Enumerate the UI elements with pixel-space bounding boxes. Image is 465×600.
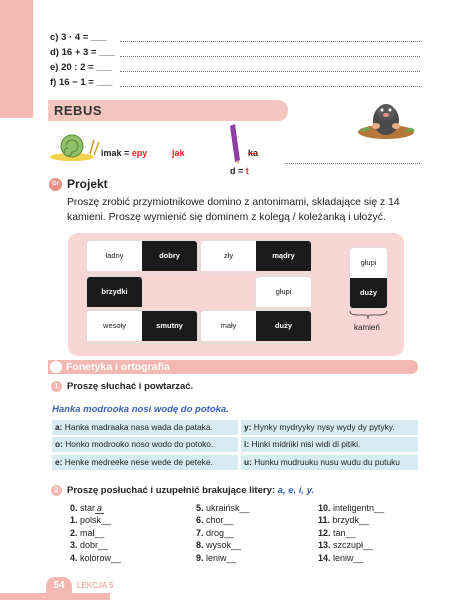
pencil-icon — [227, 124, 241, 164]
answer-line — [120, 71, 420, 72]
lesson-label: LEKCJA 5 — [77, 581, 114, 590]
sentence-o: o: Honko modrooko noso wodo do potoko. — [52, 437, 238, 452]
word-column-3 — [318, 502, 384, 564]
left-color-strip — [0, 0, 33, 118]
exercise-1-title: Proszę słuchać i powtarzać. — [67, 381, 194, 392]
word-item: 1. polsk__ — [70, 515, 112, 526]
mole-icon — [355, 94, 417, 140]
word-item: 6. chor__ — [196, 515, 234, 526]
sentence-u: u: Hunku mudruuku nusu wudu du putuku — [241, 455, 418, 470]
word-item: 7. drog__ — [196, 527, 235, 538]
rebus-red-word: jak — [172, 148, 185, 158]
sentence-y: y: Hynky mydryyky nysy wydy dy pytyky. — [241, 420, 418, 435]
domino-half: mały — [201, 311, 256, 341]
domino-tile-6 — [201, 311, 311, 343]
word-column-2 — [196, 502, 250, 564]
domino-half: wesoły — [87, 311, 142, 341]
domino-tile-3 — [87, 277, 142, 309]
word-item: 0. star a — [70, 503, 103, 513]
word-item: 11. brzydk__ — [318, 515, 370, 526]
rebus-crossed-word: ka — [248, 148, 259, 158]
math-row-d: d) 16 + 3 = ___ — [50, 47, 115, 58]
brace-icon — [348, 310, 389, 320]
word-item: 12. tan__ — [318, 527, 356, 538]
domino-half: głupi — [350, 248, 387, 278]
answer-line — [120, 41, 420, 42]
math-row-f: f) 16 − 1 = ___ — [50, 77, 113, 88]
domino-half: brzydki — [87, 277, 142, 307]
domino-half: mądry — [256, 241, 311, 271]
word-item: 4. kolorow__ — [70, 552, 122, 563]
word-item: 13. szczupł__ — [318, 540, 374, 551]
domino-tile-1 — [87, 241, 197, 273]
domino-half: smutny — [142, 311, 197, 341]
sentence-i: i: Hinki midriiki nisi widi di pitiki. — [241, 437, 418, 452]
domino-tile-5 — [87, 311, 197, 343]
word-item: 3. dobr__ — [70, 540, 109, 551]
exercise-number-badge: 2 — [51, 485, 62, 496]
exercise-2-title: Proszę posłuchać i uzupełnić brakujące litery: a, e, i, y. — [67, 485, 315, 496]
domino-tile-2 — [201, 241, 311, 273]
domino-half: duży — [256, 311, 311, 341]
sentence-a: a: Hanka madraaka nasa wada da pataka. — [52, 420, 238, 435]
rebus-equation-2: d = t — [230, 166, 249, 176]
sentence-e: e: Henke medreeke nese wede de peteke. — [52, 455, 238, 470]
exercise-number-badge: 1 — [51, 381, 62, 392]
answer-line — [120, 86, 420, 87]
domino-half: ładny — [87, 241, 142, 271]
rebus-title: REBUS — [54, 103, 103, 118]
group-work-icon: Gr — [49, 178, 62, 191]
domino-tile-4 — [256, 277, 311, 309]
word-item: 8. wysok__ — [196, 540, 242, 551]
projekt-title: Projekt — [67, 177, 108, 191]
projekt-instructions: Proszę zrobić przymiotnikowe domino z antonimami, składające się z 14 kamieni. Proszę wymienić się dominem z kolegą / koleżanką i ułożyć. — [67, 197, 400, 223]
domino-half: głupi — [256, 277, 311, 307]
word-item: 10. inteligentn__ — [318, 503, 385, 513]
page-number: 54 — [46, 577, 72, 595]
domino-half: duży — [350, 278, 387, 308]
rebus-equation-1: imak = epy — [101, 148, 148, 158]
fonetyka-icon — [50, 361, 62, 373]
domino-half: dobry — [142, 241, 197, 271]
exercise-1-model-sentence: Hanka modrooka nosi wodę do potoka. — [52, 404, 229, 415]
word-item: 2. mał__ — [70, 527, 105, 538]
answer-line — [120, 56, 420, 57]
word-item: 14. leniw__ — [318, 552, 364, 563]
rebus-answer-line — [285, 163, 420, 164]
word-item: 5. ukraińsk__ — [196, 503, 250, 513]
math-row-e: e) 20 : 2 = ___ — [50, 62, 113, 73]
snail-icon — [50, 132, 100, 162]
domino-stone-example — [350, 248, 387, 308]
math-row-c: c) 3 · 4 = ___ — [50, 32, 107, 43]
fonetyka-title: Fonetyka i ortografia — [66, 361, 170, 373]
word-item: 9. leniw__ — [196, 552, 237, 563]
domino-half: zły — [201, 241, 256, 271]
kamien-label: kamień — [354, 323, 380, 332]
word-column-1 — [70, 502, 121, 564]
